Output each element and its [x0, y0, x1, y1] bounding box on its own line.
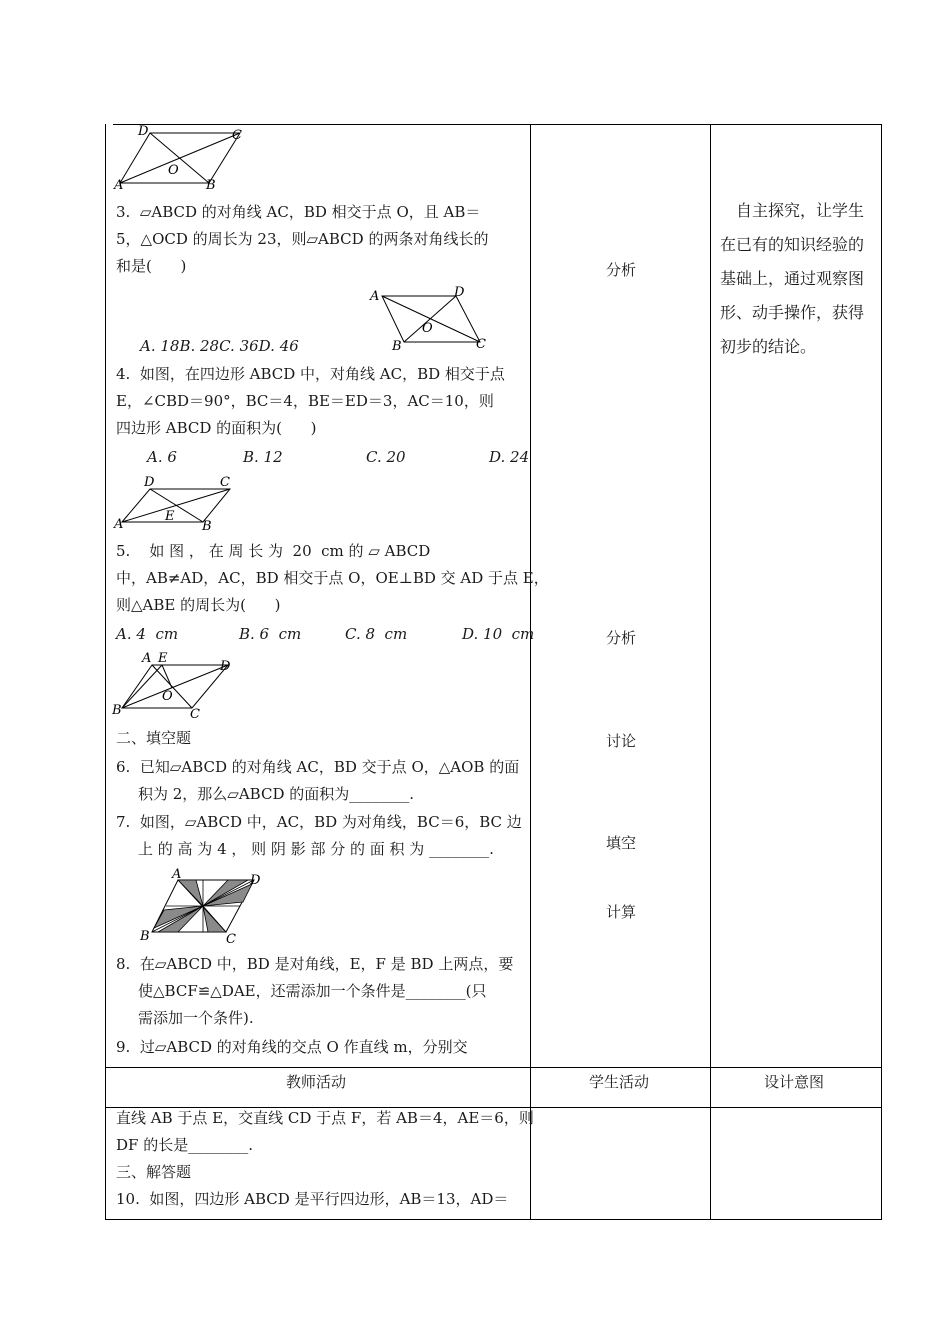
- q4-option-c: C. 20: [366, 448, 406, 466]
- table-divider-1: [530, 124, 531, 1220]
- fig3-label-O: O: [422, 321, 433, 336]
- figure-parallelogram-1: [110, 122, 250, 194]
- fig3-label-C: C: [476, 337, 486, 352]
- q3-line-1: 3. ▱ABCD 的对角线 AC，BD 相交于点 O，且 AB＝: [116, 203, 481, 221]
- table-divider-2: [710, 124, 711, 1220]
- fig1-label-C: C: [232, 128, 242, 143]
- table-right-border: [881, 124, 882, 1220]
- q4-option-b: B. 12: [243, 448, 283, 466]
- header-design-intent: 设计意图: [764, 1073, 825, 1091]
- header-teacher-activity: 教师活动: [286, 1073, 347, 1091]
- q5-line-2: 中，AB≠AD，AC，BD 相交于点 O，OE⊥BD 交 AD 于点 E，: [116, 569, 549, 587]
- fig3-label-B: B: [392, 339, 402, 354]
- q5-option-c: C. 8 cm: [345, 625, 408, 643]
- q5-line-1: 5. 如 图 ， 在 周 长 为 20 cm 的 ▱ ABCD: [116, 542, 431, 560]
- design-intent-text: 自主探究，让学生在已有的知识经验的基础上，通过观察图形、动手操作，获得初步的结论。: [720, 201, 865, 356]
- fig5-label-B: B: [112, 703, 122, 718]
- q6-line-1: 6. 已知▱ABCD 的对角线 AC，BD 交于点 O，△AOB 的面: [116, 758, 520, 776]
- fig5-label-A: A: [142, 651, 152, 666]
- fig3-label-A: A: [370, 289, 380, 304]
- fig7-label-A: A: [172, 867, 182, 882]
- table-left-border: [105, 124, 106, 1220]
- q8-line-3: 需添加一个条件).: [138, 1009, 254, 1027]
- q5-option-d: D. 10 cm: [462, 625, 535, 643]
- fig4-label-C: C: [220, 475, 230, 490]
- q8-line-2: 使△BCF≌△DAE，还需添加一个条件是________(只: [138, 982, 487, 1000]
- q9-cont-line-1: 直线 AB 于点 E，交直线 CD 于点 F，若 AB＝4，AE＝6，则: [116, 1109, 534, 1127]
- col2-fill: 填空: [606, 834, 637, 852]
- q6-line-2: 积为 2，那么▱ABCD 的面积为________.: [138, 785, 415, 803]
- fig3-label-D: D: [454, 285, 465, 300]
- q5-option-a: A. 4 cm: [116, 625, 179, 643]
- fig5-label-E: E: [158, 651, 168, 666]
- q10-line-1: 10. 如图，四边形 ABCD 是平行四边形，AB＝13，AD＝: [116, 1190, 509, 1208]
- header-bottom-border: [105, 1107, 882, 1108]
- fig1-label-O: O: [168, 163, 179, 178]
- q5-line-3: 则△ABE 的周长为( ): [116, 596, 281, 614]
- fig7-label-B: B: [140, 929, 150, 944]
- q9-cont-line-2: DF 的长是________.: [116, 1136, 253, 1154]
- fig7-label-C: C: [226, 932, 236, 947]
- fig4-label-E: E: [165, 509, 175, 524]
- q3-options: A. 18B. 28C. 36D. 46: [140, 337, 299, 355]
- q3-line-2: 5，△OCD 的周长为 23，则▱ABCD 的两条对角线长的: [116, 230, 489, 248]
- q5-option-b: B. 6 cm: [239, 625, 302, 643]
- fig4-label-A: A: [114, 517, 124, 532]
- fig7-label-D: D: [250, 873, 261, 888]
- q8-line-1: 8. 在▱ABCD 中，BD 是对角线，E，F 是 BD 上两点，要: [116, 955, 514, 973]
- fig1-label-B: B: [206, 178, 216, 193]
- section-solve-title: 三、解答题: [116, 1163, 192, 1181]
- figure-parallelogram-3: [366, 284, 496, 354]
- figure-parallelogram-4: [110, 474, 240, 534]
- col2-discuss: 讨论: [606, 732, 637, 750]
- fig5-label-C: C: [190, 707, 200, 722]
- col2-analysis-1: 分析: [606, 261, 637, 279]
- q4-line-3: 四边形 ABCD 的面积为( ): [116, 419, 317, 437]
- fig4-label-B: B: [202, 519, 212, 534]
- figure-parallelogram-7-shaded: [138, 866, 268, 946]
- fig1-label-A: A: [114, 178, 124, 193]
- q4-option-a: A. 6: [147, 448, 177, 466]
- fig5-label-O: O: [162, 689, 173, 704]
- header-top-border: [105, 1067, 882, 1068]
- q7-line-1: 7. 如图，▱ABCD 中，AC，BD 为对角线，BC＝6，BC 边: [116, 813, 522, 831]
- figure-parallelogram-5: [110, 650, 240, 720]
- header-student-activity: 学生活动: [589, 1073, 650, 1091]
- q3-line-3: 和是( ): [116, 257, 187, 275]
- q7-line-2: 上 的 高 为 4 ， 则 阴 影 部 分 的 面 积 为 ________.: [138, 840, 494, 858]
- table-bottom-border: [105, 1219, 882, 1220]
- q9-line-1: 9. 过▱ABCD 的对角线的交点 O 作直线 m，分别交: [116, 1038, 468, 1056]
- fig1-label-D: D: [138, 124, 149, 139]
- q4-line-2: E，∠CBD＝90°，BC＝4，BE＝ED＝3，AC＝10，则: [116, 392, 494, 410]
- section-fill-in-title: 二、填空题: [116, 729, 192, 747]
- col2-analysis-2: 分析: [606, 629, 637, 647]
- col2-calc: 计算: [606, 903, 637, 921]
- fig5-label-D: D: [220, 659, 231, 674]
- q4-option-d: D. 24: [489, 448, 530, 466]
- fig4-label-D: D: [144, 475, 155, 490]
- q4-line-1: 4. 如图，在四边形 ABCD 中，对角线 AC，BD 相交于点: [116, 365, 505, 383]
